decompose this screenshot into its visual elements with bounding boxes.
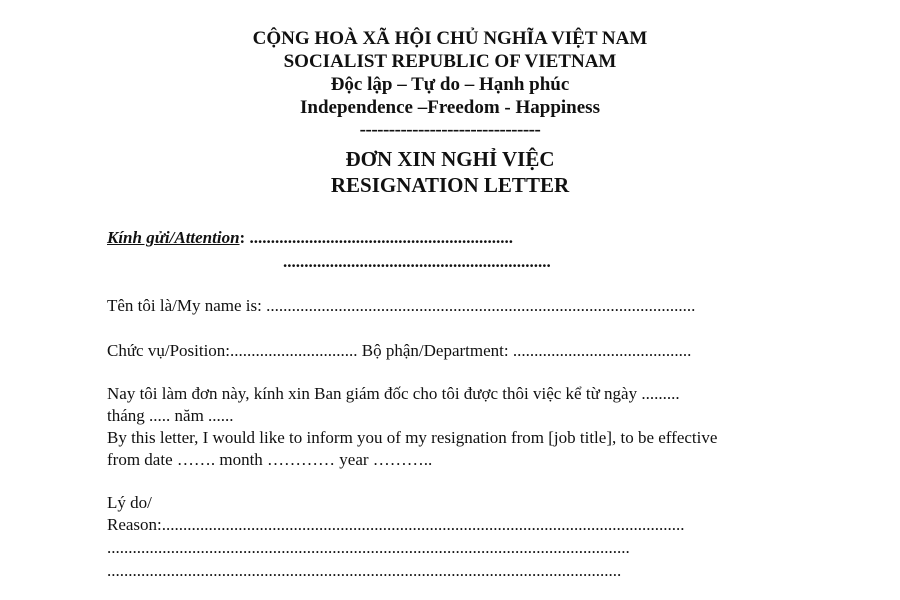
attention-dots: : .............................................................. bbox=[239, 228, 513, 247]
title-en: RESIGNATION LETTER bbox=[330, 173, 570, 197]
reason-line3: ......................................................................................................................... bbox=[107, 561, 622, 580]
name-field: Tên tôi là/My name is: ..................................................................................................... bbox=[107, 296, 696, 315]
country-name-vi: CỘNG HOÀ XÃ HỘI CHỦ NGHĨA VIỆT NAM bbox=[252, 28, 648, 49]
header-divider: ------------------------------- bbox=[359, 119, 541, 140]
attention-label: Kính gửi/Attention bbox=[107, 228, 240, 247]
body-vi-line2: tháng ..... năm ...... bbox=[107, 406, 234, 425]
reason-line1: Reason:........................................................................................................................... bbox=[107, 515, 685, 534]
motto-vi: Độc lập – Tự do – Hạnh phúc bbox=[330, 74, 570, 95]
body-vi-line1: Nay tôi làm đơn này, kính xin Ban giám đốc cho tôi được thôi việc kể từ ngày ......... bbox=[107, 384, 680, 403]
attention-line bbox=[107, 228, 513, 248]
body-en-line1: By this letter, I would like to inform you of my resignation from [job title], to be effective bbox=[107, 428, 718, 447]
attention-dots-line2: ............................................................... bbox=[283, 252, 551, 271]
body-en-line2: from date ……. month ………… year ……….. bbox=[107, 450, 433, 469]
reason-label-vi: Lý do/ bbox=[107, 493, 152, 512]
reason-line2: ........................................................................................................................... bbox=[107, 538, 630, 557]
title-vi: ĐƠN XIN NGHỈ VIỆC bbox=[345, 147, 555, 171]
motto-en: Independence –Freedom - Happiness bbox=[300, 97, 600, 118]
country-name-en: SOCIALIST REPUBLIC OF VIETNAM bbox=[283, 51, 617, 72]
position-department-field: Chức vụ/Position:.............................. Bộ phận/Department: .......................................... bbox=[107, 341, 692, 360]
